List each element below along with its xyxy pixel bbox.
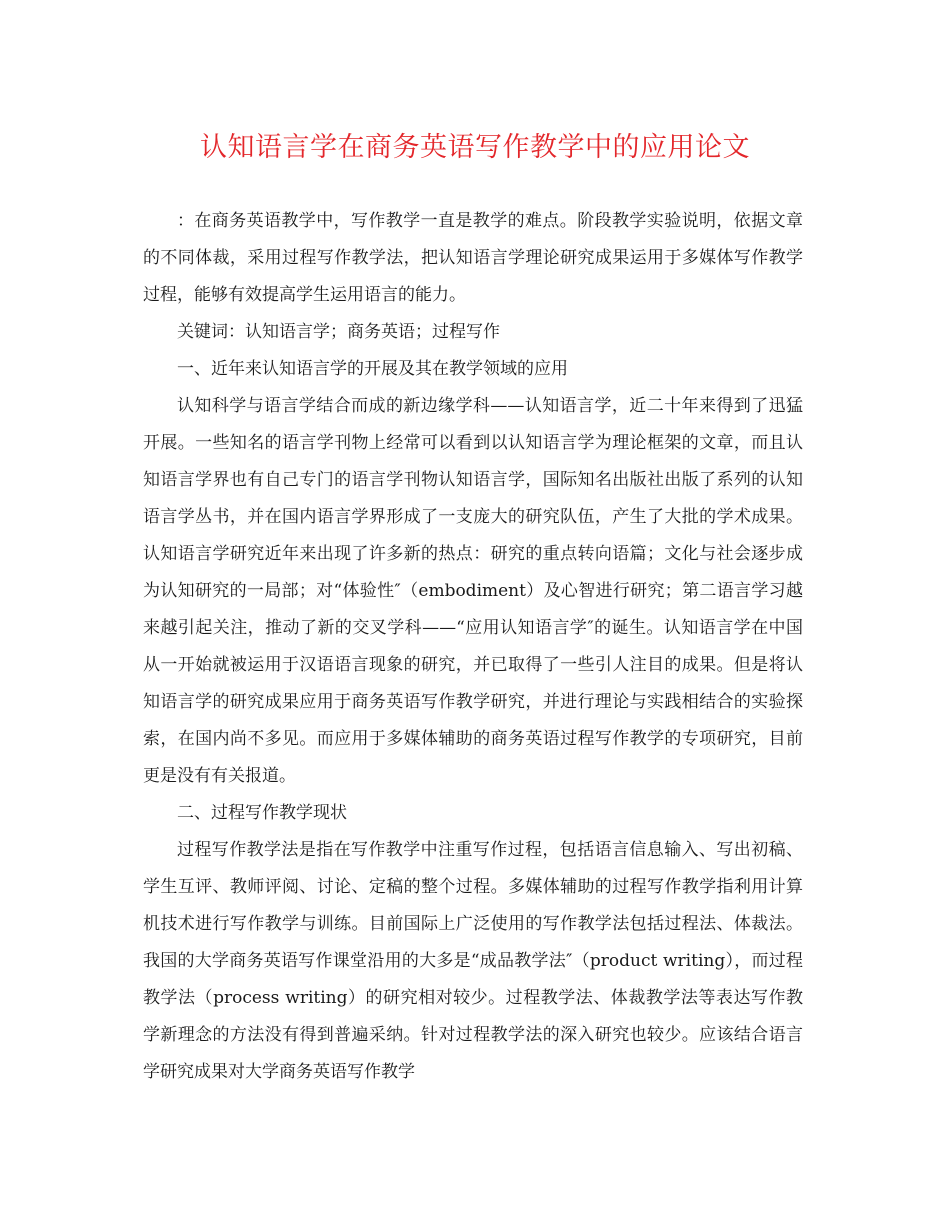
abstract-paragraph: ：在商务英语教学中，写作教学一直是教学的难点。阶段教学实验说明，依据文章的不同体裁，采用过程写作教学法，把认知语言学理论研究成果运用于多媒体写作教学过程，能够有效提高学生运用语言的能力。 xyxy=(143,211,803,305)
document-body xyxy=(143,203,803,1091)
document-title: 认知语言学在商务英语写作教学中的应用论文 xyxy=(200,132,750,163)
section-2-heading: 二、过程写作教学现状 xyxy=(177,803,347,823)
keywords-line: 关键词：认知语言学；商务英语；过程写作 xyxy=(177,322,500,342)
section-1-heading: 一、近年来认知语言学的开展及其在教学领域的应用 xyxy=(177,359,568,379)
section-2-paragraph: 过程写作教学法是指在写作教学中注重写作过程，包括语言信息输入、写出初稿、学生互评、教师评阅、讨论、定稿的整个过程。多媒体辅助的过程写作教学指利用计算机技术进行写作教学与训练。目前国际上广泛使用的写作教学法包括过程法、体裁法。我国的大学商务英语写作课堂沿用的大多是“成品教学法″（product writing），而过程教学法（process writing）的研究相对较少。过程教学法、体裁教学法等表达写作教学新理念的方法没有得到普遍采纳。针对过程教学法的深入研究也较少。应该结合语言学研究成果对大学商务英语写作教学 xyxy=(143,840,803,1082)
section-1-paragraph: 认知科学与语言学结合而成的新边缘学科——认知语言学，近二十年来得到了迅猛开展。一些知名的语言学刊物上经常可以看到以认知语言学为理论框架的文章，而且认知语言学界也有自己专门的语言学刊物认知语言学，国际知名出版社出版了系列的认知语言学丛书，并在国内语言学界形成了一支庞大的研究队伍，产生了大批的学术成果。认知语言学研究近年来出现了许多新的热点：研究的重点转向语篇；文化与社会逐步成为认知研究的一局部；对“体验性″（embodiment）及心智进行研究；第二语言学习越来越引起关注，推动了新的交叉学科——“应用认知语言学″的诞生。认知语言学在中国从一开始就被运用于汉语语言现象的研究，并已取得了一些引人注目的成果。但是将认知语言学的研究成果应用于商务英语写作教学研究，并进行理论与实践相结合的实验探索，在国内尚不多见。而应用于多媒体辅助的商务英语过程写作教学的专项研究，目前更是没有有关报道。 xyxy=(143,396,803,786)
